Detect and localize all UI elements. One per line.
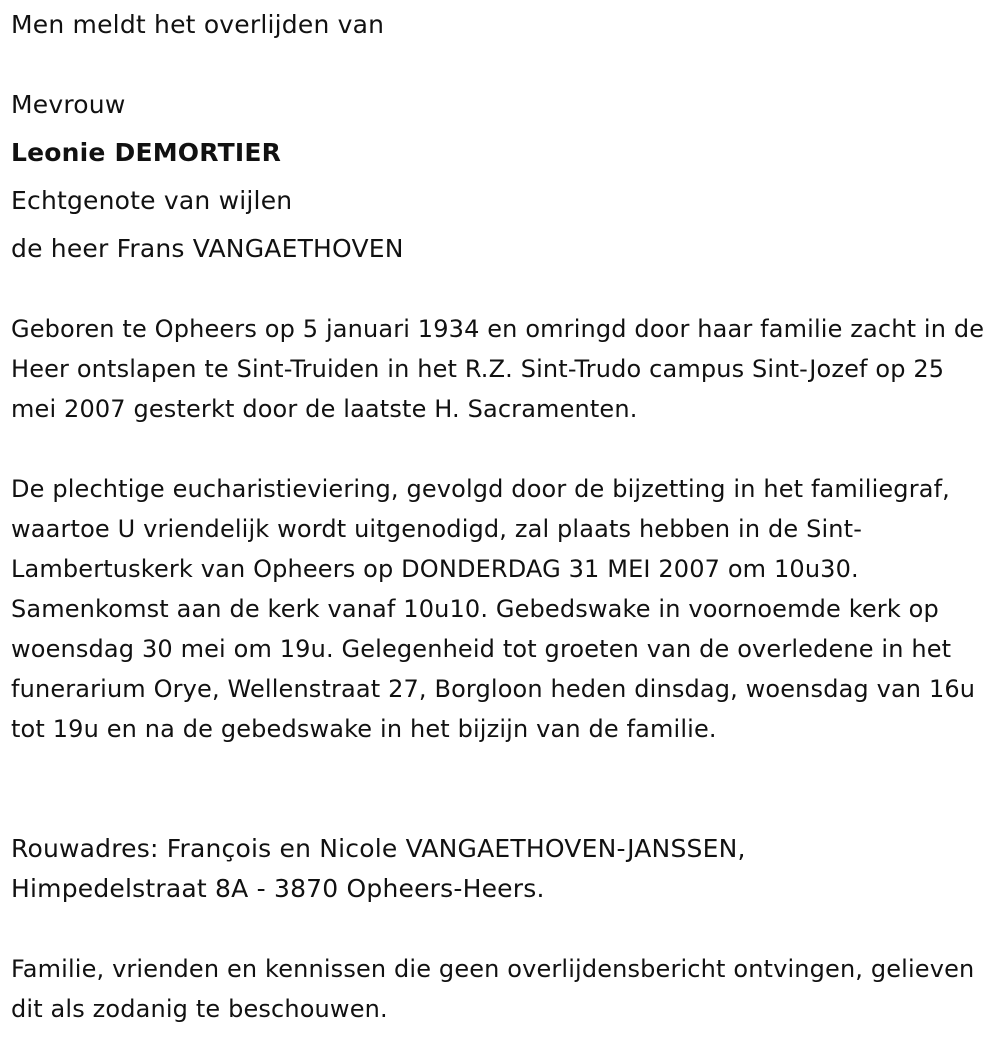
address-line-2: Himpedelstraat 8A - 3870 Opheers-Heers. — [11, 874, 545, 903]
deceased-name: Leonie DEMORTIER — [11, 138, 282, 167]
spouse-name: de heer Frans VANGAETHOVEN — [11, 234, 404, 263]
birth-death-paragraph: Geboren te Opheers op 5 januari 1934 en omringd door haar familie zacht in de Heer ontslapen te Sint-Truiden in het R.Z. Sint-Trudo campus Sint-Jozef op 25 mei 2007 gesterkt door de laatste H. Sacramenten. — [11, 315, 985, 423]
salutation: Mevrouw — [11, 90, 126, 119]
ceremony-paragraph: De plechtige eucharistieviering, gevolgd door de bijzetting in het familiegraf, waartoe U vriendelijk wordt uitgenodigd, zal plaats hebben in de Sint-Lambertuskerk van Opheers op DONDERDAG 31 MEI 2007 om 10u30. Samenkomst aan de kerk vanaf 10u10. Gebedswake in voornoemde kerk op woensdag 30 mei om 19u. Gelegenheid tot groeten van de overledene in het funerarium Orye, Wellenstraat 27, Borgloon heden dinsdag, woensdag van 16u tot 19u en na de gebedswake in het bijzijn van de familie. — [11, 475, 976, 743]
intro-line: Men meldt het overlijden van — [11, 10, 385, 39]
address-line-1: Rouwadres: François en Nicole VANGAETHOVEN-JANSSEN, — [11, 834, 746, 863]
spouse-prefix: Echtgenote van wijlen — [11, 186, 293, 215]
closing-paragraph: Familie, vrienden en kennissen die geen overlijdensbericht ontvingen, gelieven dit als zodanig te beschouwen. — [11, 955, 975, 1023]
